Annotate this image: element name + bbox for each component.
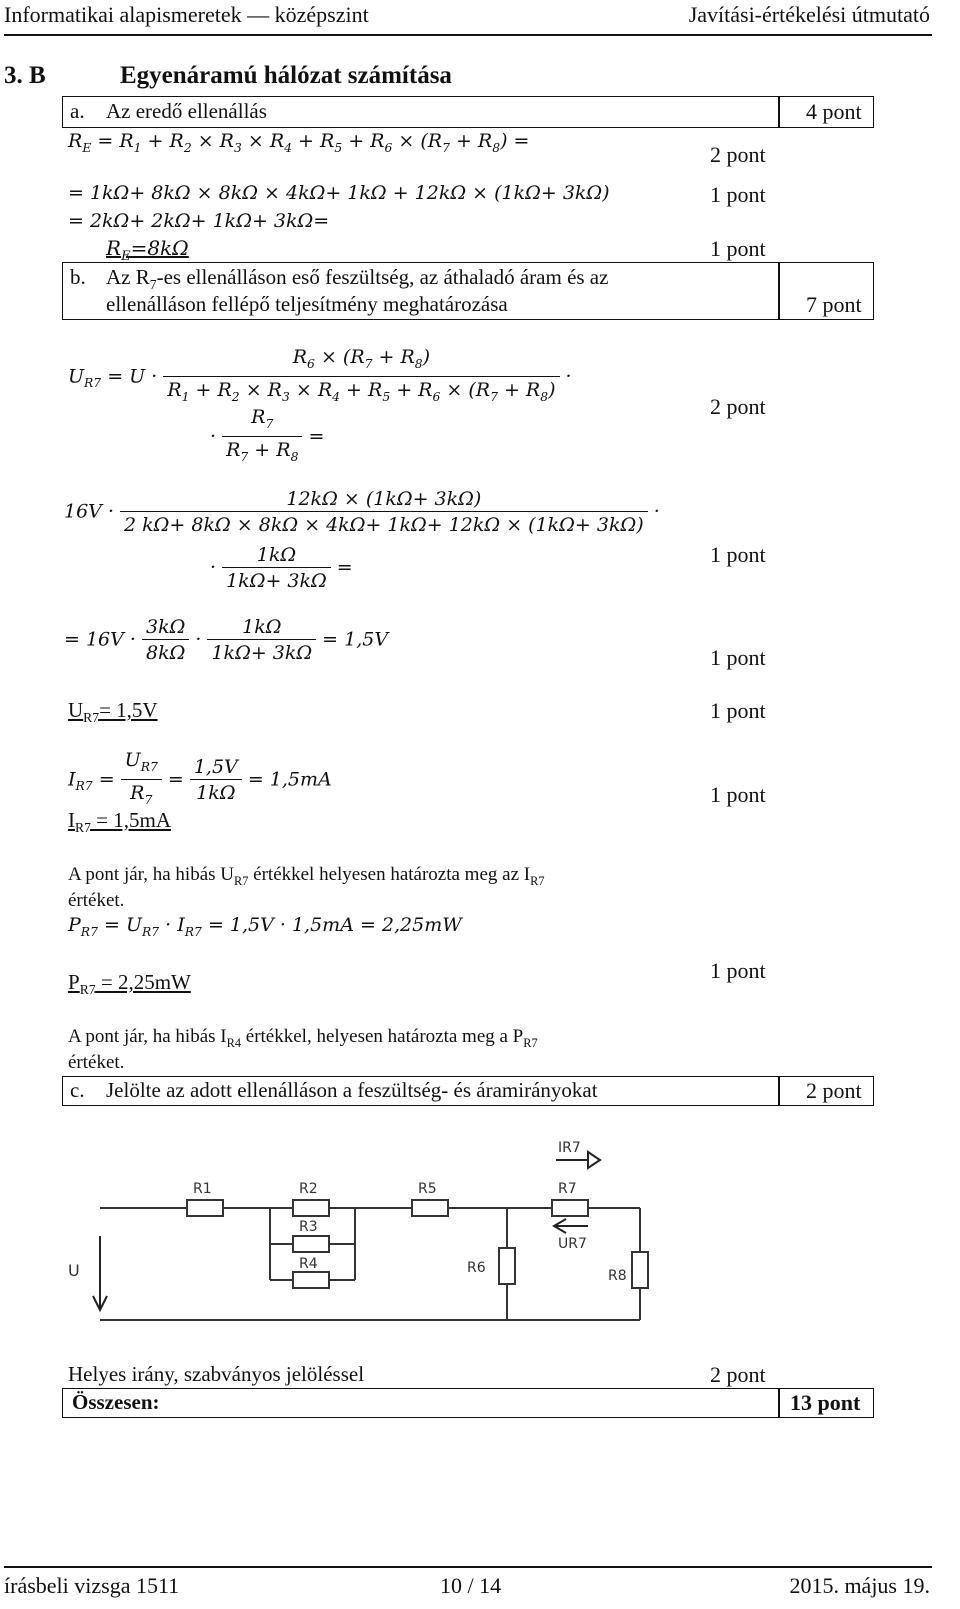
circuit-label-r2: R2 xyxy=(299,1181,318,1197)
circuit-label-r4: R4 xyxy=(299,1256,318,1272)
part-c-title: Jelölte az adott ellenálláson a feszültség- és áramirányokat xyxy=(106,1078,598,1102)
circuit-label-r6: R6 xyxy=(467,1260,486,1276)
total-points: 13 pont xyxy=(790,1390,861,1415)
circuit-label-r7: R7 xyxy=(558,1181,577,1197)
ur7-formula-points: 2 pont xyxy=(710,394,766,419)
re-result-points: 1 pont xyxy=(710,236,766,261)
ir7-result: $I_{R7} = 1,5mA$ xyxy=(68,808,172,836)
circuit-label-r3: R3 xyxy=(299,1219,318,1235)
part-a-divider xyxy=(778,96,780,128)
correct-direction-points: 2 pont xyxy=(710,1362,766,1387)
part-a-label: a. xyxy=(70,99,85,123)
ur7-result: $U_{R7}= 1,5V$ xyxy=(68,698,158,726)
total-label: Összesen: xyxy=(72,1390,160,1414)
ur7-substitution-second: · $\frac{1k\Omega}{1k\Omega+ 3k\Omega}$ = xyxy=(210,544,353,592)
part-c-label: c. xyxy=(70,1078,85,1102)
ur7-formula: $U_{R7} = U$ · $\frac{R_6 \times (R_7 + R_8)}{R_1 + R_2 \times R_3 \times R_4 + R_5 + R_6 \times (R_7 + R_8)}$ · xyxy=(68,346,572,404)
part-a-title: Az eredő ellenállás xyxy=(106,99,267,123)
ur7-formula-second: · $\frac{R_7}{R_7 + R_8}$ = xyxy=(210,406,325,464)
note1-line1: A pont jár, ha hibás $U_{R7}$ értékkel helyesen határozta meg az $I_{R7}$ xyxy=(68,864,545,888)
note2-line2: értéket. xyxy=(68,1052,125,1073)
total-divider xyxy=(778,1388,780,1418)
pr7-result: $P_{R7} = 2,25mW$ xyxy=(68,970,191,998)
ur7-calculation: = 16V · $\frac{3k\Omega}{8k\Omega}$ · $\frac{1k\Omega}{1k\Omega+ 3k\Omega}$ = 1,5V xyxy=(64,616,389,664)
re-substitution-points: 1 pont xyxy=(710,182,766,207)
pr7-formula: $P_{R7} = U_{R7} \cdot I_{R7} = 1,5V \cdot 1,5mA = 2,25mW$ xyxy=(68,914,462,939)
ir7-formula: $I_{R7}$ = $\frac{U_{R7}}{R_7}$ = $\frac{1,5V}{1k\Omega}$ = 1,5mA xyxy=(68,749,332,807)
circuit-label-r8: R8 xyxy=(608,1268,627,1284)
re-formula: $R_E = R_1 + R_2 \times R_3 \times R_4 + R_5 + R_6 \times (R_7 + R_8)$ = xyxy=(68,130,530,155)
total-box xyxy=(62,1388,874,1418)
circuit-label-r1: R1 xyxy=(193,1181,212,1197)
part-b-title-line2: ellenálláson fellépő teljesítmény meghatározása xyxy=(106,292,508,316)
header-right: Javítási-értékelési útmutató xyxy=(688,2,930,27)
re-simplified: = 2kΩ+ 2kΩ+ 1kΩ+ 3kΩ= xyxy=(68,210,330,232)
circuit-label-ur7: UR7 xyxy=(558,1236,587,1252)
re-formula-points: 2 pont xyxy=(710,142,766,167)
circuit-label-ir7: IR7 xyxy=(558,1140,581,1156)
header-left: Informatikai alapismeretek — középszint xyxy=(4,2,369,27)
part-b-divider xyxy=(778,262,780,320)
ur7-result-points: 1 pont xyxy=(710,698,766,723)
section-number: 3. B xyxy=(4,62,46,89)
footer-page: 10 / 14 xyxy=(440,1573,502,1598)
circuit-label-u: U xyxy=(68,1261,80,1280)
part-b-points: 7 pont xyxy=(806,292,862,317)
part-c-points: 2 pont xyxy=(806,1078,862,1103)
part-b-label: b. xyxy=(70,265,86,289)
part-a-points: 4 pont xyxy=(806,99,862,124)
circuit-diagram xyxy=(60,1130,700,1330)
ir7-points: 1 pont xyxy=(710,782,766,807)
ur7-calculation-points: 1 pont xyxy=(710,645,766,670)
footer-left: írásbeli vizsga 1511 xyxy=(4,1573,180,1598)
re-result: $R_E=8k\Omega$ xyxy=(106,236,189,264)
circuit-label-r5: R5 xyxy=(418,1181,437,1197)
footer-rule xyxy=(4,1566,932,1568)
ur7-substitution: 16V · $\frac{12k\Omega \times (1k\Omega+ 3k\Omega)}{2 k\Omega+ 8k\Omega \times 8k\Omega \times 4k\Omega+ 1k\Omega+ 12k\Omega \times (1k\Omega+ 3k\Omega)}$ · xyxy=(64,488,660,536)
footer-right: 2015. május 19. xyxy=(789,1573,930,1598)
section-title: Egyenáramú hálózat számítása xyxy=(120,62,452,89)
correct-direction-label: Helyes irány, szabványos jelöléssel xyxy=(68,1362,365,1386)
re-substitution: = 1kΩ+ 8kΩ × 8kΩ × 4kΩ+ 1kΩ + 12kΩ × (1kΩ+ 3kΩ) xyxy=(68,182,610,204)
header-rule xyxy=(4,34,932,36)
pr7-points: 1 pont xyxy=(710,958,766,983)
ur7-substitution-points: 1 pont xyxy=(710,542,766,567)
part-c-divider xyxy=(778,1076,780,1106)
note2-line1: A pont jár, ha hibás $I_{R4}$ értékkel, helyesen határozta meg a $P_{R7}$ xyxy=(68,1026,538,1050)
note1-line2: értéket. xyxy=(68,890,125,911)
part-b-title-line1: Az $R_7-es$ ellenálláson eső feszültség, az áthaladó áram és az xyxy=(106,265,609,293)
